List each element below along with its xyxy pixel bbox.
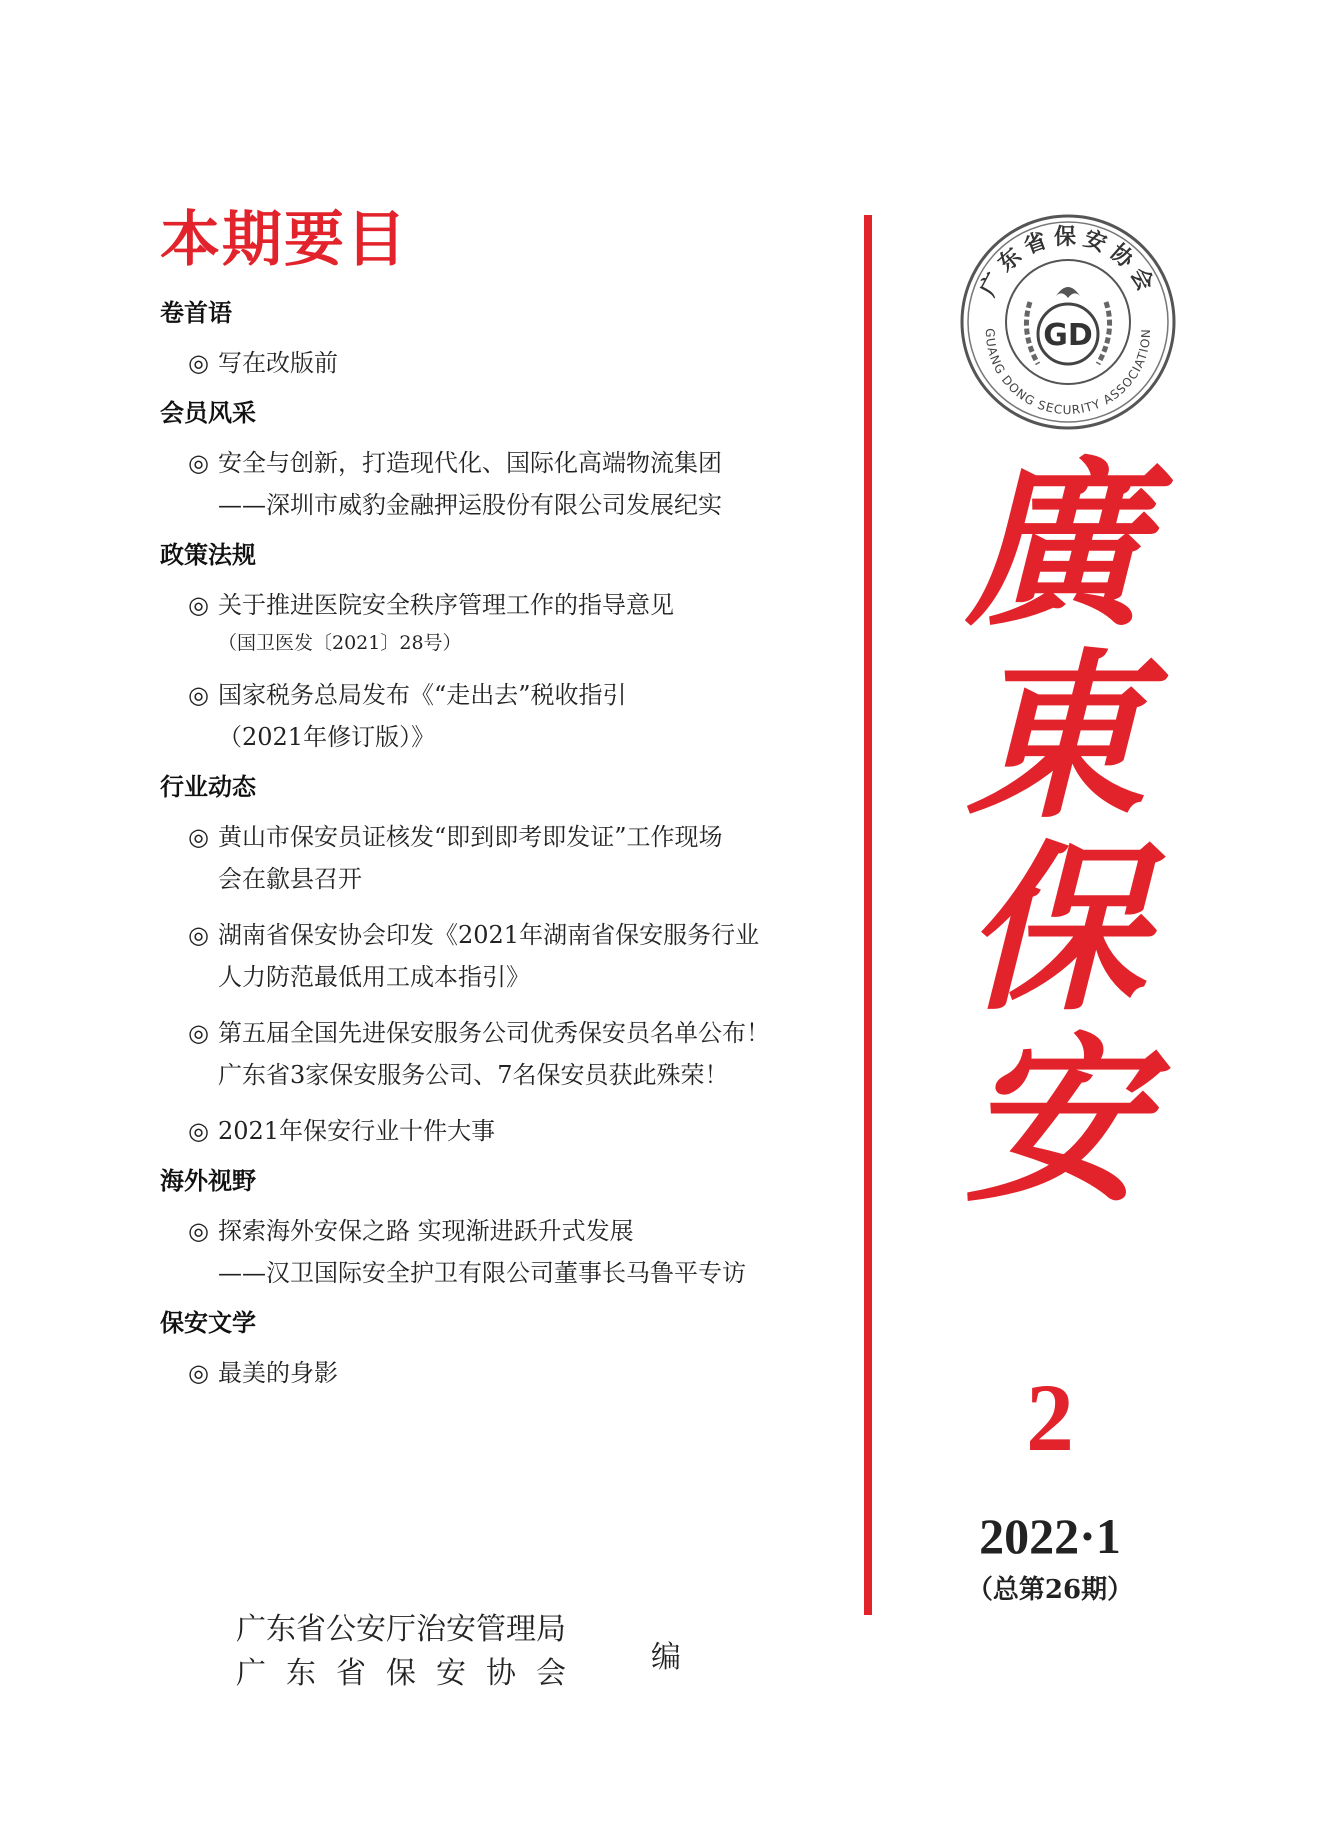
title-char: 安 [964,1016,1145,1227]
bullet-icon: ◎ [188,449,209,477]
logo-initials: GD [1043,318,1093,353]
bullet-icon: ◎ [188,823,209,851]
section-title: 海外视野 [160,1167,256,1195]
title-char: 廣 [964,440,1145,651]
issue-number: 2 [1026,1364,1074,1471]
toc-entry-line [188,442,860,484]
section-title: 卷首语 [160,299,232,327]
toc-entry-line [188,858,860,900]
bullet-icon: ◎ [188,1117,209,1145]
toc-entry-text: 第五届全国先进保安服务公司优秀保安员名单公布！ [218,1019,770,1047]
toc-entry-line [188,584,860,626]
toc-section [160,298,860,384]
toc-entry-line [188,1352,860,1394]
publisher-line-1: 广东省公安厅治安管理局 [236,1612,566,1647]
toc-entry-text: ——汉卫国际安全护卫有限公司董事长马鲁平专访 [218,1259,746,1287]
title-char: 保 [964,824,1145,1035]
toc-entry [188,584,860,660]
issue-total: （总第26期） [966,1575,1134,1605]
toc-entry-line [188,1210,860,1252]
bullet-icon: ◎ [188,921,209,949]
toc-entry-text: 国家税务总局发布《“走出去”税收指引 [218,681,627,709]
bullet-icon: ◎ [188,349,209,377]
toc-entry [188,674,860,758]
bullet-icon: ◎ [188,1359,209,1387]
title-char: 東 [964,632,1145,843]
toc-entry [188,914,860,998]
bullet-icon: ◎ [188,591,209,619]
toc-section [160,772,860,1152]
section-title: 保安文学 [160,1309,256,1337]
toc-entry-text: 会在歙县召开 [218,865,362,893]
toc-entry [188,1110,860,1152]
toc-heading: 本期要目 [160,205,408,275]
toc-entry-text: 广东省3家保安服务公司、7名保安员获此殊荣！ [218,1061,729,1089]
toc-entry-text: 写在改版前 [218,349,338,377]
toc-entry-text: 2021年保安行业十件大事 [218,1117,496,1145]
toc-section [160,1308,860,1394]
toc-section [160,398,860,526]
toc-entry-line [188,484,860,526]
association-logo [958,212,1178,432]
toc-entry-text: 湖南省保安协会印发《2021年湖南省保安服务行业 [218,921,760,949]
magazine-title [955,440,1155,1227]
toc-entry [188,816,860,900]
logo-cn-text: 广东省保安协会 [975,225,1161,301]
bullet-icon: ◎ [188,681,209,709]
toc-entry [188,1210,860,1294]
publisher-block [236,1608,681,1696]
red-divider [864,215,872,1615]
publisher-line-2: 广东省保安协会 [236,1656,586,1691]
section-title: 行业动态 [160,773,256,801]
toc-entry-text: 安全与创新，打造现代化、国际化高端物流集团 [218,449,722,477]
publisher-suffix: 编 [651,1640,681,1675]
table-of-contents [160,298,860,1408]
toc-entry-text: ——深圳市威豹金融押运股份有限公司发展纪实 [218,491,722,519]
toc-entry-line [188,1110,860,1152]
toc-entry [188,1352,860,1394]
toc-entry-text: 探索海外安保之路 实现渐进跃升式发展 [218,1217,634,1245]
bullet-icon: ◎ [188,1019,209,1047]
toc-section [160,540,860,758]
toc-entry-text: 人力防范最低用工成本指引》 [218,963,530,991]
toc-entry [188,342,860,384]
toc-entry-line [188,816,860,858]
toc-entry-line [188,342,860,384]
toc-entry-text: 关于推进医院安全秩序管理工作的指导意见 [218,591,674,619]
toc-entry-line [188,674,860,716]
toc-section [160,1166,860,1294]
bullet-icon: ◎ [188,1217,209,1245]
toc-entry-line [188,1054,860,1096]
toc-entry-line [188,956,860,998]
toc-entry [188,1012,860,1096]
toc-entry-note: （国卫医发〔2021〕28号） [218,632,462,654]
toc-entry-line [188,1012,860,1054]
section-title: 政策法规 [160,541,256,569]
toc-entry-text: （2021年修订版）》 [218,723,436,751]
logo-en-text: GUANG DONG SECURITY ASSOCIATION [982,328,1154,418]
issue-date: 2022·1 [979,1508,1121,1564]
toc-entry-text: 最美的身影 [218,1359,338,1387]
toc-entry [188,442,860,526]
toc-entry-line [188,1252,860,1294]
toc-entry-line [188,914,860,956]
section-title: 会员风采 [160,399,256,427]
toc-entry-text: 黄山市保安员证核发“即到即考即发证”工作现场 [218,823,723,851]
toc-entry-line [188,716,860,758]
